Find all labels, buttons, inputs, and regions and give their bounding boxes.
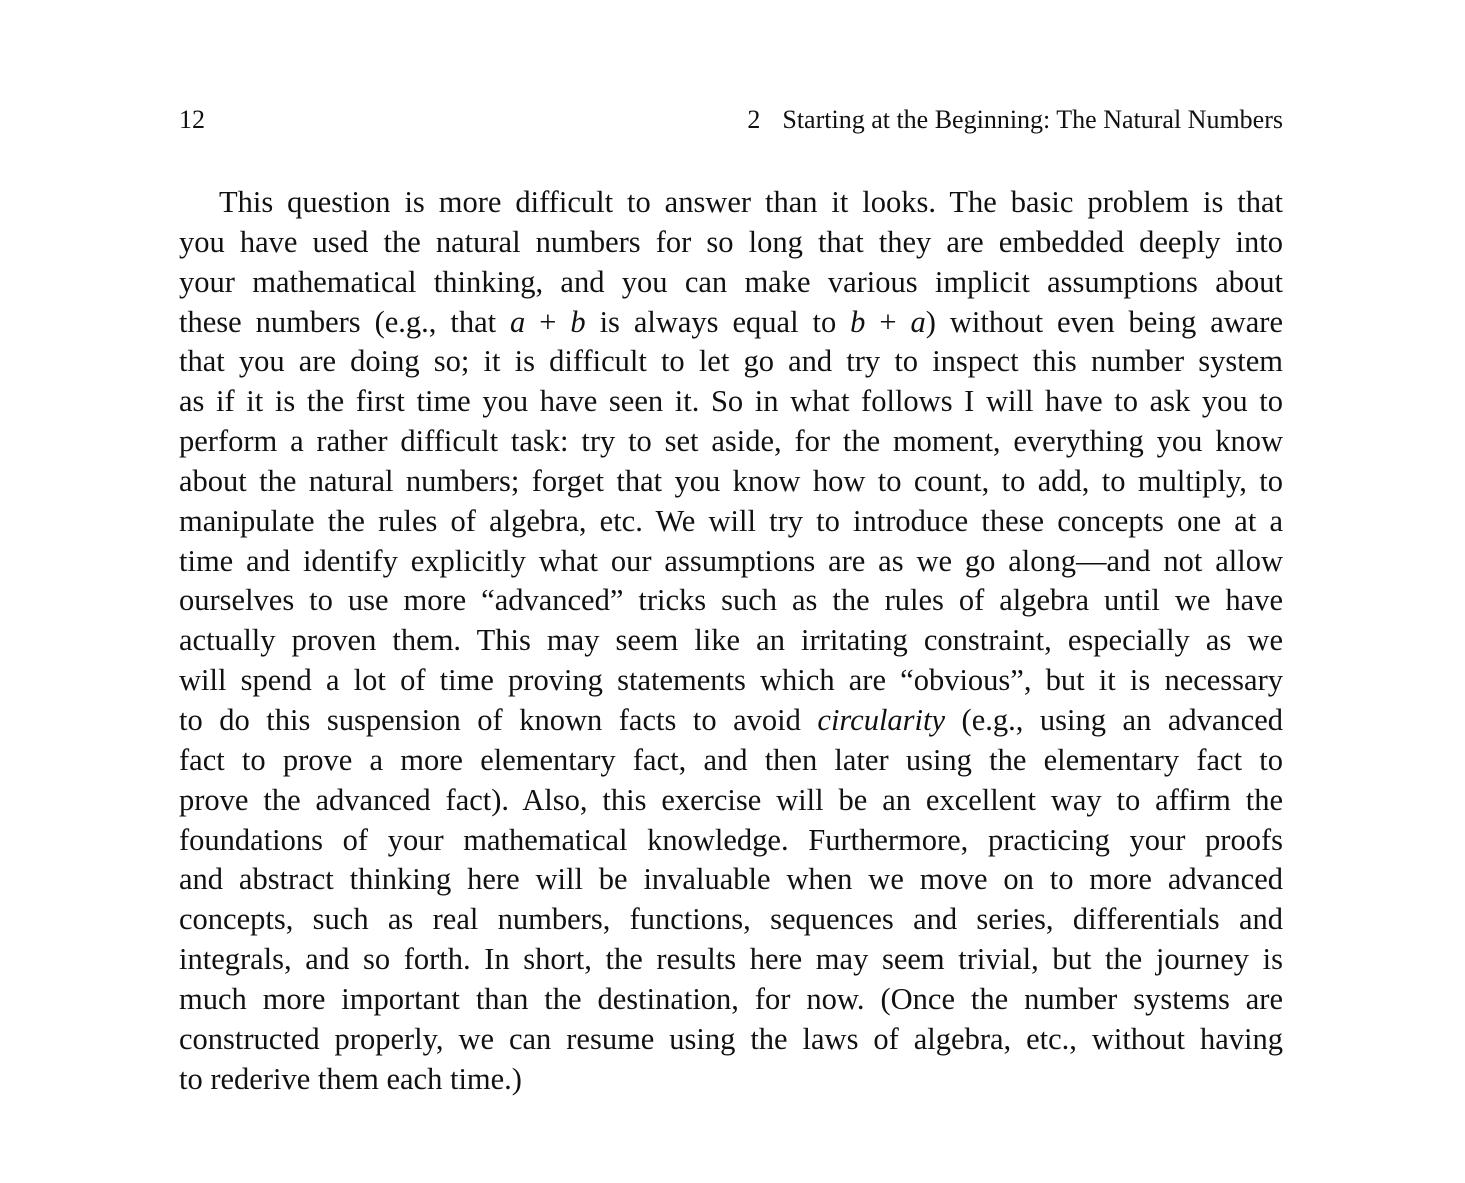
- text-segment: to do this suspension of known facts to avoid: [179, 702, 818, 737]
- text-line: [179, 940, 1283, 980]
- chapter-title: Starting at the Beginning: The Natural Numbers: [782, 105, 1283, 134]
- text-segment: as if it is the first time you have seen it. So in what follows I will have to ask you to: [179, 384, 1283, 419]
- chapter-heading: [747, 105, 1283, 135]
- text-line: [179, 382, 1283, 422]
- text-segment: prove the advanced fact). Also, this exercise will be an excellent way to affirm the: [179, 782, 1283, 817]
- text-segment: constructed properly, we can resume using the laws of algebra, etc., without having: [179, 1021, 1283, 1056]
- text-line: [179, 1060, 1283, 1100]
- text-segment: concepts, such as real numbers, functions, sequences and series, differentials and: [179, 902, 1283, 937]
- text-line: [179, 223, 1283, 263]
- text-line: [179, 183, 1283, 223]
- text-line: [179, 462, 1283, 502]
- text-segment: manipulate the rules of algebra, etc. We will try to introduce these concepts one at a: [179, 503, 1283, 538]
- text-segment: foundations of your mathematical knowledge. Furthermore, practicing your proofs: [179, 822, 1283, 857]
- text-line: [179, 661, 1283, 701]
- running-header: [179, 105, 1283, 141]
- text-segment: fact to prove a more elementary fact, and then later using the elementary fact to: [179, 742, 1283, 777]
- text-segment: will spend a lot of time proving statements which are “obvious”, but it is necessary: [179, 663, 1283, 698]
- italic-text: a: [510, 304, 526, 339]
- text-segment: to rederive them each time.): [179, 1061, 522, 1096]
- text-line: [179, 1020, 1283, 1060]
- text-line: [179, 741, 1283, 781]
- text-segment: about the natural numbers; forget that you know how to count, to add, to multiply, to: [179, 463, 1283, 498]
- text-line: [179, 342, 1283, 382]
- text-segment: is always equal to: [585, 304, 851, 339]
- text-line: [179, 821, 1283, 861]
- text-segment: +: [525, 304, 571, 339]
- text-line: [179, 581, 1283, 621]
- text-segment: time and identify explicitly what our assumptions are as we go along—and not allow: [179, 543, 1283, 578]
- text-segment: much more important than the destination, for now. (Once the number systems are: [179, 981, 1283, 1016]
- text-line: [179, 860, 1283, 900]
- text-segment: you have used the natural numbers for so long that they are embedded deeply into: [179, 224, 1283, 259]
- chapter-number: 2: [747, 105, 761, 134]
- page-number: 12: [179, 105, 205, 134]
- italic-text: b: [570, 304, 586, 339]
- body-paragraph: [179, 183, 1283, 1099]
- text-segment: and abstract thinking here will be invaluable when we move on to more advanced: [179, 862, 1283, 897]
- text-line: [179, 980, 1283, 1020]
- italic-text: a: [910, 304, 926, 339]
- text-segment: This question is more difficult to answer than it looks. The basic problem is that: [219, 185, 1283, 219]
- text-line: [179, 542, 1283, 582]
- text-segment: perform a rather difficult task: try to set aside, for the moment, everything you know: [179, 424, 1283, 459]
- italic-text: b: [850, 304, 866, 339]
- text-line: [179, 781, 1283, 821]
- text-segment: (e.g., using an advanced: [945, 702, 1283, 737]
- text-segment: your mathematical thinking, and you can make various implicit assumptions about: [179, 264, 1283, 299]
- text-segment: +: [865, 304, 911, 339]
- text-segment: ourselves to use more “advanced” tricks such as the rules of algebra until we have: [179, 583, 1283, 618]
- text-line: [179, 900, 1283, 940]
- text-line: [179, 701, 1283, 741]
- text-segment: actually proven them. This may seem like an irritating constraint, especially as we: [179, 623, 1283, 658]
- text-line: [179, 303, 1283, 343]
- text-line: [179, 263, 1283, 303]
- text-segment: integrals, and so forth. In short, the results here may seem trivial, but the journey is: [179, 942, 1283, 977]
- text-line: [179, 621, 1283, 661]
- text-segment: these numbers (e.g., that: [179, 304, 511, 339]
- text-segment: that you are doing so; it is difficult to let go and try to inspect this number system: [179, 344, 1283, 379]
- text-line: [179, 422, 1283, 462]
- text-line: [179, 502, 1283, 542]
- italic-text: circularity: [817, 702, 946, 737]
- text-segment: ) without even being aware: [925, 304, 1284, 339]
